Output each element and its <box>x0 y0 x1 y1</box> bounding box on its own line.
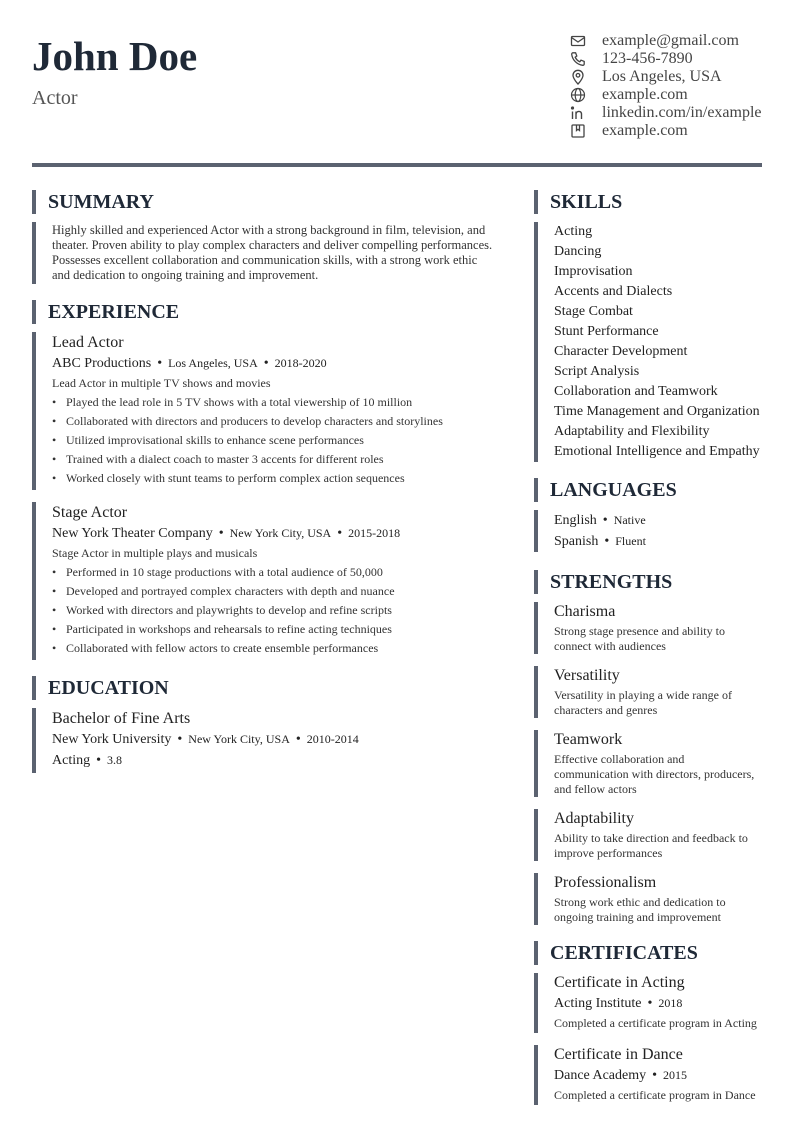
job-company: ABC Productions <box>52 356 152 371</box>
strength-item <box>534 873 762 925</box>
strength-title: Charisma <box>554 603 616 620</box>
job-location: Los Angeles, USA <box>168 356 258 370</box>
portfolio-icon <box>570 123 586 139</box>
skill-item: Adaptability and Flexibility <box>554 424 710 439</box>
certificate-description: Completed a certificate program in Dance <box>554 1088 756 1102</box>
header-divider <box>32 163 762 167</box>
language-level: Native <box>613 513 646 527</box>
school-location: New York City, USA <box>188 732 290 746</box>
resume-page <box>32 0 762 1102</box>
list-item: • Performed in 10 stage productions with a total audience of 50,000 <box>52 563 494 582</box>
certificate-description: Completed a certificate program in Acting <box>554 1016 757 1030</box>
job-meta: New York Theater Company • New York City, USA • 2015-2018 <box>52 526 401 541</box>
contact-email-text: example@gmail.com <box>602 32 739 49</box>
field-of-study: Acting <box>52 753 91 768</box>
experience-entry <box>32 502 494 660</box>
skill-item: Character Development <box>554 344 688 359</box>
strength-description: Versatility in playing a wide range of characters and genres <box>554 688 732 717</box>
certificate-item <box>534 973 762 1033</box>
resume-header <box>32 0 762 166</box>
globe-icon <box>570 87 586 103</box>
list-item: • Collaborated with fellow actors to create ensemble performances <box>52 639 494 658</box>
job-location: New York City, USA <box>229 526 332 540</box>
certificate-year: 2018 <box>658 996 683 1010</box>
skill-item: Stunt Performance <box>554 324 659 339</box>
education-dates: 2010-2014 <box>306 732 359 746</box>
contact-phone-text: 123-456-7890 <box>602 50 693 67</box>
job-description: Lead Actor in multiple TV shows and movies <box>52 376 271 390</box>
contact-linkedin-text: linkedin.com/in/example <box>602 104 762 121</box>
education-heading: EDUCATION <box>32 676 494 700</box>
list-item: • Worked with directors and playwrights to develop and refine scripts <box>52 601 494 620</box>
certificate-title: Certificate in Dance <box>554 1046 683 1063</box>
skill-item: Emotional Intelligence and Empathy <box>554 444 760 459</box>
strength-title: Versatility <box>554 667 620 684</box>
phone-icon <box>570 51 586 67</box>
language-name: English <box>554 513 597 528</box>
list-item: • Played the lead role in 5 TV shows with a total viewership of 10 million <box>52 393 494 412</box>
strength-description: Strong work ethic and dedication to ongoing training and improvement <box>554 895 726 924</box>
certificate-year: 2015 <box>663 1068 688 1082</box>
job-company: New York Theater Company <box>52 526 213 541</box>
certificates-heading: CERTIFICATES <box>534 941 762 965</box>
certificate-meta: Acting Institute • 2018 <box>554 996 683 1011</box>
education-meta: New York University • New York City, USA • 2010-2014 <box>52 732 359 747</box>
contact-list <box>570 32 770 140</box>
skills-list <box>534 222 762 462</box>
skill-item: Dancing <box>554 244 602 259</box>
skill-item: Collaboration and Teamwork <box>554 384 718 399</box>
skill-item: Script Analysis <box>554 364 640 379</box>
strength-description: Strong stage presence and ability to connect with audiences <box>554 624 725 653</box>
location-icon <box>570 69 586 85</box>
list-item: • Utilized improvisational skills to enhance scene performances <box>52 431 494 450</box>
list-item: • Participated in workshops and rehearsals to refine acting techniques <box>52 620 494 639</box>
job-bullets <box>52 563 494 658</box>
job-meta: ABC Productions • Los Angeles, USA • 2018-2020 <box>52 356 327 371</box>
language-item: English • Native <box>554 513 646 528</box>
education-field-row: Acting • 3.8 <box>52 753 123 768</box>
job-description: Stage Actor in multiple plays and musicals <box>52 546 258 560</box>
job-title: Lead Actor <box>52 334 124 351</box>
experience-entry <box>32 332 494 490</box>
certificate-issuer: Dance Academy <box>554 1068 647 1083</box>
job-title: Stage Actor <box>52 504 128 521</box>
right-column <box>534 190 762 1117</box>
mail-icon <box>570 33 586 49</box>
certificate-meta: Dance Academy • 2015 <box>554 1068 688 1083</box>
skill-item: Time Management and Organization <box>554 404 760 419</box>
strength-title: Professionalism <box>554 874 657 891</box>
strength-item <box>534 602 762 654</box>
languages-list <box>534 510 762 552</box>
skill-item: Improvisation <box>554 264 633 279</box>
skills-heading: SKILLS <box>534 190 762 214</box>
gpa: 3.8 <box>107 753 123 767</box>
job-bullets <box>52 393 494 488</box>
strength-item <box>534 730 762 797</box>
contact-location-text: Los Angeles, USA <box>602 68 722 85</box>
summary-heading: SUMMARY <box>32 190 494 214</box>
list-item: • Developed and portrayed complex characters with depth and nuance <box>52 582 494 601</box>
candidate-name: John Doe <box>32 33 198 79</box>
skill-item: Acting <box>554 224 593 239</box>
contact-portfolio-text: example.com <box>602 122 688 139</box>
job-dates: 2015-2018 <box>348 526 401 540</box>
experience-heading: EXPERIENCE <box>32 300 494 324</box>
contact-location <box>570 68 770 86</box>
degree: Bachelor of Fine Arts <box>52 710 191 727</box>
contact-portfolio[interactable] <box>570 122 770 140</box>
strength-description: Effective collaboration and communication with directors, producers, and fellow actors <box>554 752 755 796</box>
job-dates: 2018-2020 <box>274 356 327 370</box>
certificate-title: Certificate in Acting <box>554 974 685 991</box>
contact-website[interactable] <box>570 86 770 104</box>
list-item: • Trained with a dialect coach to master 3 accents for different roles <box>52 450 494 469</box>
strength-title: Adaptability <box>554 810 634 827</box>
list-item: • Collaborated with directors and producers to develop characters and storylines <box>52 412 494 431</box>
strength-title: Teamwork <box>554 731 623 748</box>
skill-item: Accents and Dialects <box>554 284 673 299</box>
strength-description: Ability to take direction and feedback to improve performances <box>554 831 748 860</box>
candidate-title: Actor <box>32 87 78 109</box>
languages-heading: LANGUAGES <box>534 478 762 502</box>
language-level: Fluent <box>615 534 646 548</box>
contact-phone[interactable] <box>570 50 770 68</box>
skill-item: Stage Combat <box>554 304 633 319</box>
contact-website-text: example.com <box>602 86 688 103</box>
strength-item <box>534 809 762 861</box>
contact-linkedin[interactable] <box>570 104 770 122</box>
language-item: Spanish • Fluent <box>554 534 646 549</box>
left-column <box>32 190 494 785</box>
strengths-heading: STRENGTHS <box>534 570 762 594</box>
strength-item <box>534 666 762 718</box>
certificate-item <box>534 1045 762 1105</box>
certificate-issuer: Acting Institute <box>554 996 642 1011</box>
list-item: • Worked closely with stunt teams to perform complex action sequences <box>52 469 494 488</box>
summary-text: Highly skilled and experienced Actor with a strong background in film, television, and theater. Proven ability to play complex characters and deliver compelling performances. Possesses excellent collaboration and communication skills, with a strong work ethic and dedication to ongoing training and improvement. <box>32 222 494 284</box>
language-name: Spanish <box>554 534 599 549</box>
contact-email[interactable] <box>570 32 770 50</box>
linkedin-icon <box>570 105 586 121</box>
school: New York University <box>52 732 172 747</box>
education-entry <box>32 708 494 773</box>
